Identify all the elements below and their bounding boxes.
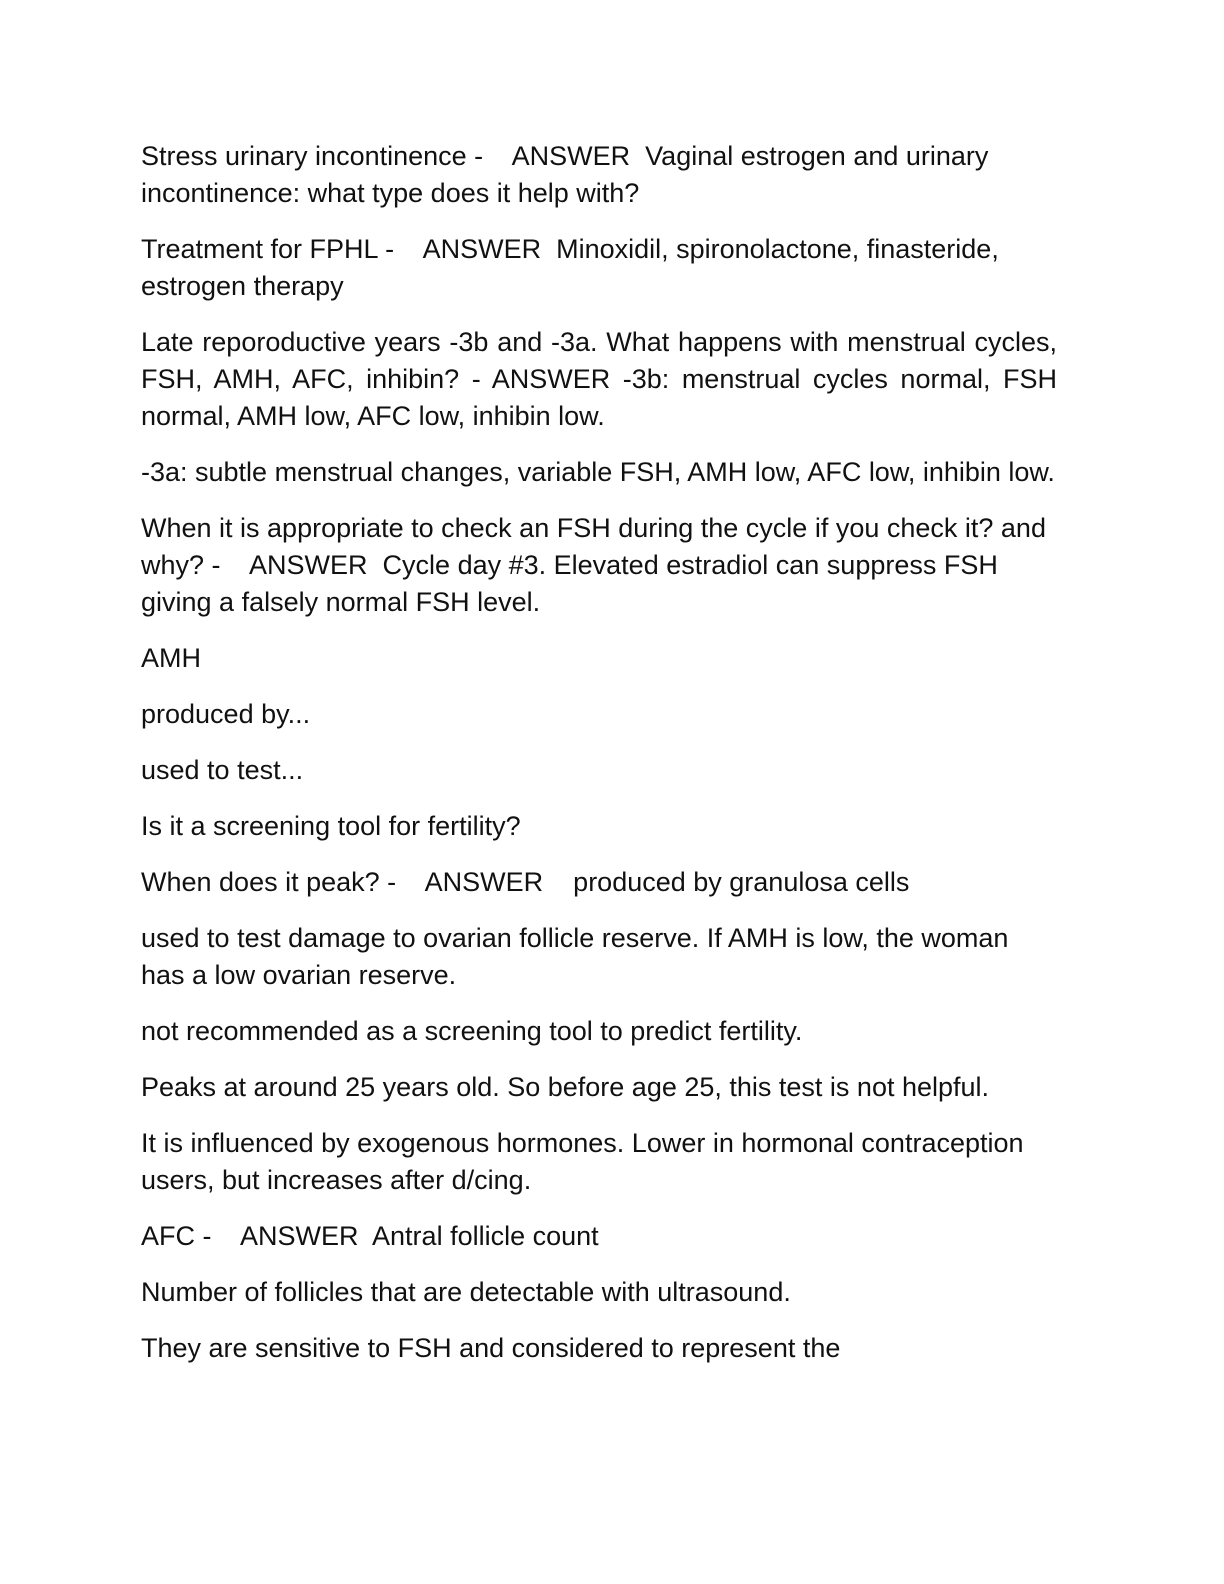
paragraph-used-to-test: used to test... bbox=[141, 755, 304, 785]
paragraph-late-reproductive-years: Late reporoductive years -3b and -3a. What happens with menstrual cycles, FSH, AMH, AFC, inhibin? - ANSWER -3b: menstrual cycles normal, FSH normal, AMH low, AFC low, inhibin low. bbox=[141, 327, 1065, 431]
paragraph-peaks-at-25: Peaks at around 25 years old. So before age 25, this test is not helpful. bbox=[141, 1072, 990, 1102]
paragraph-exogenous-hormones: It is influenced by exogenous hormones. Lower in hormonal contraception users, but increases after d/cing. bbox=[141, 1128, 1032, 1195]
paragraph-afc: AFC - ANSWER Antral follicle count bbox=[141, 1221, 599, 1251]
paragraph-not-recommended: not recommended as a screening tool to predict fertility. bbox=[141, 1016, 803, 1046]
paragraph-fsh-sensitive: They are sensitive to FSH and considered to represent the bbox=[141, 1333, 841, 1363]
document-page bbox=[141, 138, 1065, 1386]
paragraph-ovarian-reserve: used to test damage to ovarian follicle reserve. If AMH is low, the woman has a low ovarian reserve. bbox=[141, 923, 1016, 990]
paragraph-produced-by: produced by... bbox=[141, 699, 311, 729]
paragraph-amh-heading: AMH bbox=[141, 643, 201, 673]
paragraph-follicle-count: Number of follicles that are detectable with ultrasound. bbox=[141, 1277, 791, 1307]
paragraph-fsh-check: When it is appropriate to check an FSH during the cycle if you check it? and why? - ANSWER Cycle day #3. Elevated estradiol can suppress FSH giving a falsely normal FSH level. bbox=[141, 513, 1054, 617]
paragraph-minus-3a: -3a: subtle menstrual changes, variable FSH, AMH low, AFC low, inhibin low. bbox=[141, 457, 1055, 487]
paragraph-fphl-treatment: Treatment for FPHL - ANSWER Minoxidil, spironolactone, finasteride, estrogen therapy bbox=[141, 234, 1007, 301]
paragraph-screening-question: Is it a screening tool for fertility? bbox=[141, 811, 521, 841]
paragraph-peak-question: When does it peak? - ANSWER produced by granulosa cells bbox=[141, 867, 910, 897]
paragraph-stress-urinary-incontinence: Stress urinary incontinence - ANSWER Vaginal estrogen and urinary incontinence: what type does it help with? bbox=[141, 141, 996, 208]
